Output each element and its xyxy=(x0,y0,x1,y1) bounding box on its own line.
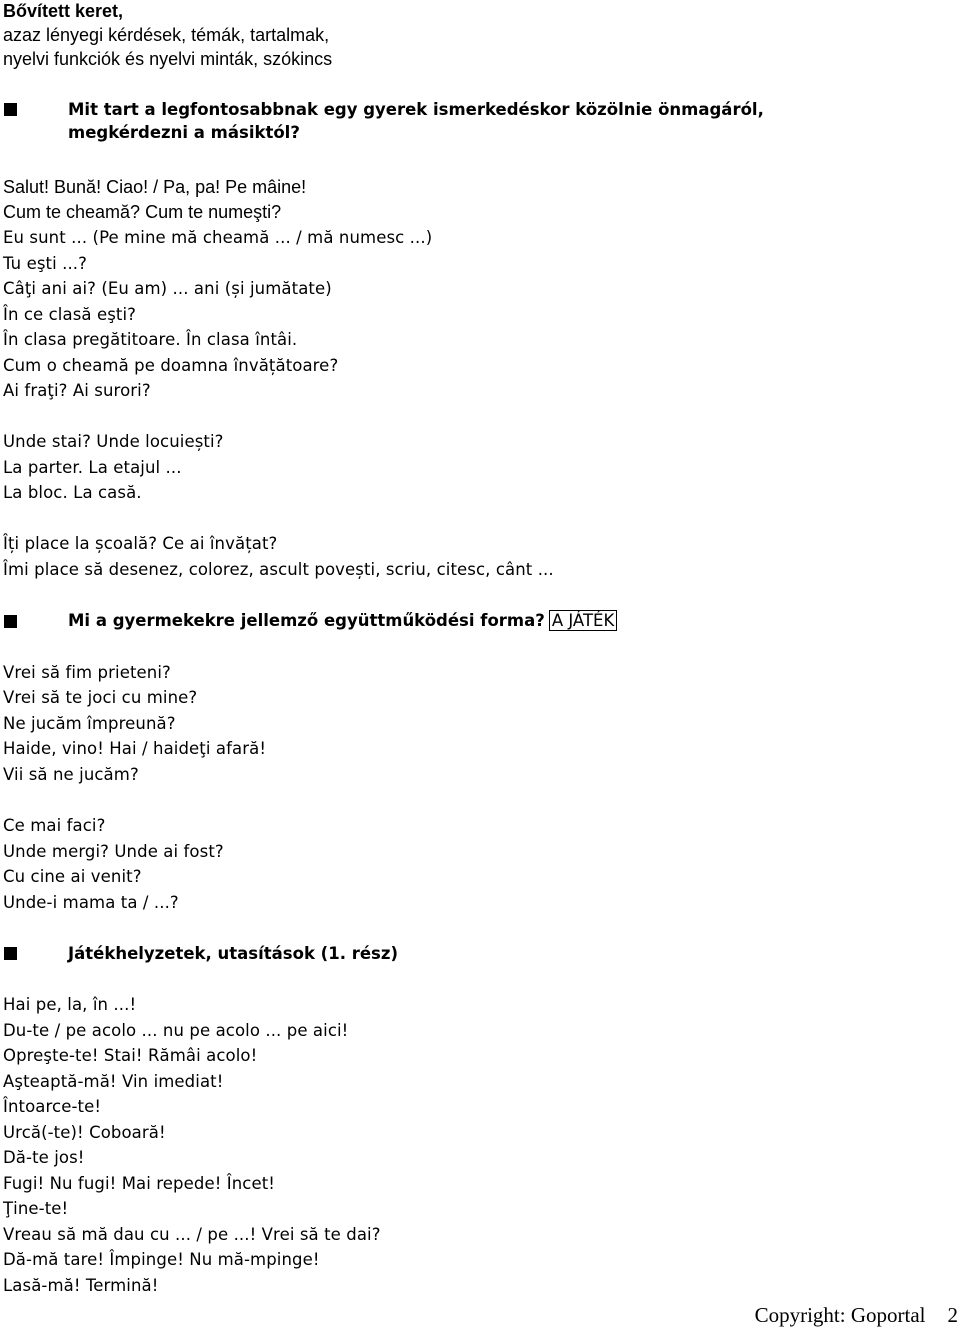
phrase-line: Tu eşti ...? xyxy=(3,254,88,273)
phrase-line: Eu sunt ... (Pe mine mă cheamă ... / mă numesc ...) xyxy=(3,228,433,247)
phrase-line: Dă-mă tare! Împinge! Nu mă-mpinge! xyxy=(3,1250,320,1269)
phrase-line: Ţine-te! xyxy=(3,1199,69,1218)
phrase-line: Lasă-mă! Termină! xyxy=(3,1276,159,1295)
phrase-line: Ne jucăm împreună? xyxy=(3,714,176,733)
boxed-label: A JÁTÉK xyxy=(549,610,617,631)
section2-heading xyxy=(68,610,617,632)
square-bullet-icon xyxy=(4,947,17,960)
phrase-line: Du-te / pe acolo ... nu pe acolo ... pe aici! xyxy=(3,1021,349,1040)
phrase-line: Vrei să fim prieteni? xyxy=(3,663,171,682)
phrase-line: Întoarce-te! xyxy=(3,1097,102,1116)
page-footer xyxy=(755,1303,958,1328)
subtitle-line-2: nyelvi funkciók és nyelvi minták, szókincs xyxy=(3,49,333,69)
phrase-line: Fugi! Nu fugi! Mai repede! Încet! xyxy=(3,1174,275,1193)
phrase-line: Cum te cheamă? Cum te numeşti? xyxy=(3,202,282,222)
phrase-line: Vii să ne jucăm? xyxy=(3,765,139,784)
phrase-line: Ce mai faci? xyxy=(3,816,106,835)
phrase-line: Cum o cheamă pe doamna învățătoare? xyxy=(3,356,339,375)
phrase-line: Urcă(-te)! Coboară! xyxy=(3,1123,166,1142)
page-number: 2 xyxy=(947,1303,958,1327)
phrase-line: Salut! Bună! Ciao! / Pa, pa! Pe mâine! xyxy=(3,177,307,197)
phrase-line: Vrei să te joci cu mine? xyxy=(3,688,198,707)
section1-heading-line-1: Mit tart a legfontosabbnak egy gyerek ismerkedéskor közölnie önmagáról, xyxy=(68,100,764,119)
phrase-line: La bloc. La casă. xyxy=(3,483,142,502)
phrase-line: Hai pe, la, în ...! xyxy=(3,995,137,1014)
square-bullet-icon xyxy=(4,615,17,628)
phrase-line: Câţi ani ai? (Eu am) ... ani (și jumătate) xyxy=(3,279,332,298)
phrase-line: Vreau să mă dau cu ... / pe ...! Vrei să te dai? xyxy=(3,1225,381,1244)
phrase-line: Aşteaptă-mă! Vin imediat! xyxy=(3,1072,224,1091)
phrase-line: Unde mergi? Unde ai fost? xyxy=(3,842,224,861)
phrase-line: Cu cine ai venit? xyxy=(3,867,142,886)
phrase-line: Ai fraţi? Ai surori? xyxy=(3,381,151,400)
phrase-line: Haide, vino! Hai / haideţi afară! xyxy=(3,739,267,758)
section3-heading: Játékhelyzetek, utasítások (1. rész) xyxy=(68,944,398,963)
subtitle-line-1: azaz lényegi kérdések, témák, tartalmak, xyxy=(3,25,330,45)
phrase-line: Îmi place să desenez, colorez, ascult povești, scriu, citesc, cânt ... xyxy=(3,560,554,579)
phrase-line: Unde stai? Unde locuiești? xyxy=(3,432,224,451)
phrase-line: Unde-i mama ta / ...? xyxy=(3,893,179,912)
phrase-line: Dă-te jos! xyxy=(3,1148,85,1167)
document-title: Bővített keret, xyxy=(3,1,124,21)
phrase-line: În clasa pregătitoare. În clasa întâi. xyxy=(3,330,298,349)
section2-heading-text: Mi a gyermekekre jellemző együttműködési forma? xyxy=(68,611,545,630)
phrase-line: La parter. La etajul ... xyxy=(3,458,182,477)
phrase-line: Opreşte-te! Stai! Rămâi acolo! xyxy=(3,1046,258,1065)
phrase-line: În ce clasă eşti? xyxy=(3,305,137,324)
section1-heading-line-2: megkérdezni a másiktól? xyxy=(68,123,300,142)
square-bullet-icon xyxy=(4,103,17,116)
copyright-text: Copyright: Goportal xyxy=(754,1303,926,1327)
phrase-line: Îți place la școală? Ce ai învățat? xyxy=(3,534,278,553)
